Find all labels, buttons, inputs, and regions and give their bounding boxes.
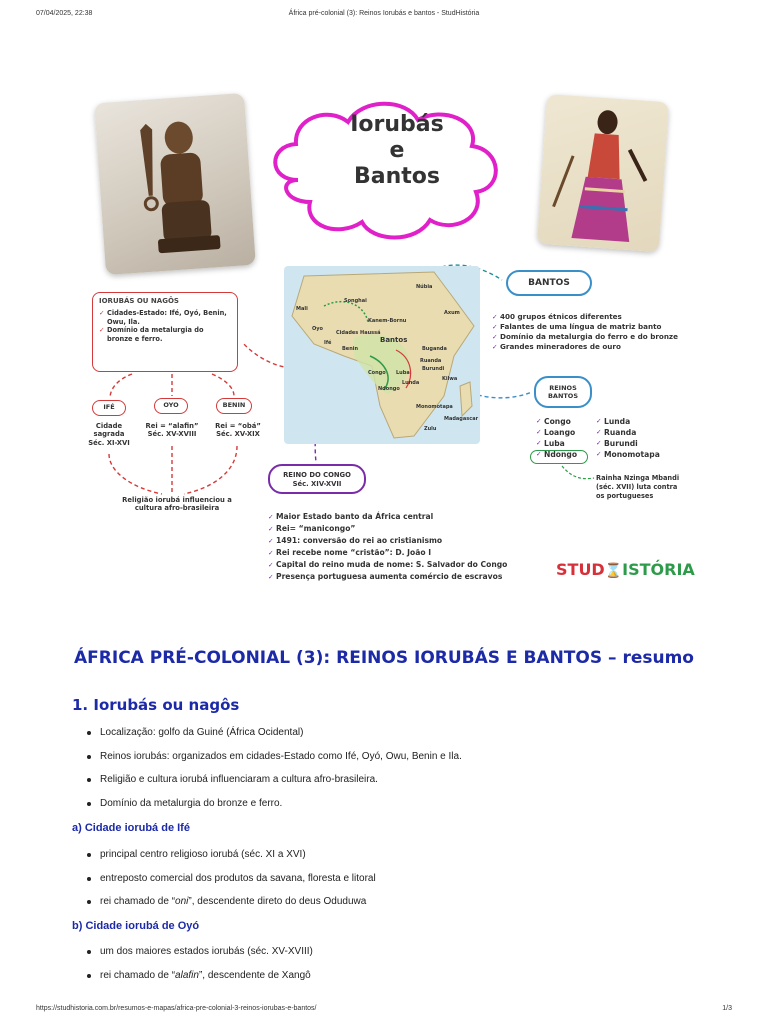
reinos-badge-line: REINOS: [549, 384, 577, 392]
iorubas-box-item: ✓ Cidades-Estado: Ifé, Oyó, Benin, Owu, Ila.: [99, 309, 231, 326]
bantos-item: ✓ Falantes de uma língua de matriz banto: [492, 322, 692, 332]
map-label-axum: Axum: [444, 310, 460, 316]
list-item: Religião e cultura iorubá influenciaram a cultura afro-brasileira.: [100, 773, 462, 797]
logo-part-stud: STUD: [556, 560, 605, 579]
studhistoria-logo: [556, 556, 695, 584]
kingdom-item: ✓ Ruanda: [596, 427, 676, 438]
benin-bronze-statue-photo: [94, 93, 256, 275]
bantos-item: ✓ Grandes mineradores de ouro: [492, 342, 692, 352]
kingdom-item: ✓ Luba: [536, 438, 596, 449]
ndongo-highlight-ring: [530, 450, 588, 464]
cloud-title: [297, 112, 497, 190]
kingdom-item: ✓ Ndongo: [536, 449, 596, 460]
congo-list: [268, 511, 528, 583]
list-item: [100, 895, 376, 919]
bantos-item: ✓ 400 grupos étnicos diferentes: [492, 312, 692, 322]
oyo-list: [100, 945, 313, 992]
mind-map-infographic: [72, 84, 696, 604]
ife-list: [100, 848, 376, 919]
congo-badge-line: REINO DO CONGO: [283, 471, 351, 479]
reino-congo-badge: [268, 464, 366, 494]
kingdom-item: ✓ Monomotapa: [596, 449, 676, 460]
print-page-title: África pré-colonial (3): Reinos Iorubás e bantos - StudHistória: [288, 10, 480, 17]
map-label-madagascar: Madagascar: [444, 416, 479, 422]
ife-caption-line: Séc. XI-XVI: [88, 438, 130, 447]
congo-item: ✓ Rei recebe nome “cristão”: D. João I: [268, 547, 528, 559]
kingdom-item: ✓ Loango: [536, 427, 596, 438]
map-label-buganda: Buganda: [422, 346, 447, 352]
print-datetime: 07/04/2025, 22:38: [36, 10, 93, 17]
kingdom-item: ✓ Burundi: [596, 438, 676, 449]
bantos-list: [492, 312, 692, 352]
oyo-caption-line: Séc. XV-XVIII: [147, 430, 197, 439]
iorubas-box: [92, 292, 238, 372]
map-label-kilwa: Kilwa: [442, 376, 458, 382]
map-label-ife: Ifé: [324, 340, 332, 346]
map-label-nubia: Núbia: [416, 284, 433, 290]
nzinga-caption-line: os portugueses: [596, 492, 654, 500]
religion-caption-line: Religião iorubá influenciou a: [122, 496, 232, 504]
emphasized-term: alafin: [175, 969, 199, 981]
text-part: rei chamado de “: [100, 969, 176, 981]
list-item: [100, 969, 313, 993]
map-label-kanem: Kanem-Bornu: [368, 318, 407, 324]
list-item: Domínio da metalurgia do bronze e ferro.: [100, 797, 462, 821]
congo-item: ✓ Maior Estado banto da África central: [268, 511, 528, 523]
statue-icon: [94, 93, 256, 275]
congo-item: ✓ 1491: conversão do rei ao cristianismo: [268, 535, 528, 547]
section-iorubas-list: [100, 726, 462, 820]
benin-caption: [208, 422, 268, 439]
list-item: Reinos iorubás: organizados em cidades-Estado como Ifé, Oyó, Owu, Benin e Ila.: [100, 750, 462, 774]
nzinga-caption-line: (séc. XVII) luta contra: [596, 483, 678, 491]
ife-caption: [78, 422, 140, 447]
subheading-oyo: b) Cidade iorubá de Oyó: [72, 920, 200, 932]
arrow-ndongo-to-nzinga: [562, 466, 594, 479]
map-label-benin: Benin: [342, 346, 359, 352]
list-item: um dos maiores estados iorubás (séc. XV-XVIII): [100, 945, 313, 969]
congo-item: ✓ Presença portuguesa aumenta comércio de escravos: [268, 571, 528, 583]
congo-item: ✓ Rei= “manicongo”: [268, 523, 528, 535]
iorubas-box-list: [99, 309, 231, 343]
religion-caption: [102, 496, 252, 513]
list-item: principal centro religioso iorubá (séc. XI a XVI): [100, 848, 376, 872]
print-page-number: 1/3: [722, 1005, 732, 1012]
cloud-title-line3: Bantos: [353, 164, 440, 189]
map-label-songhai: Songhai: [344, 298, 367, 304]
reinos-badge-line: BANTOS: [547, 392, 579, 400]
iorubas-box-item: ✓ Domínio da metalurgia do bronze e ferro.: [99, 326, 231, 343]
map-label-haussa: Cidades Haussá: [336, 330, 381, 336]
queen-nzinga-illustration: [537, 94, 669, 252]
queen-figure-icon: [537, 94, 669, 252]
map-label-mali: Mali: [296, 306, 308, 312]
article-title: ÁFRICA PRÉ-COLONIAL (3): REINOS IORUBÁS E BANTOS – resumo: [74, 648, 694, 668]
religion-caption-line: cultura afro-brasileira: [134, 504, 220, 513]
city-pill-benin: BENIN: [216, 398, 252, 414]
arrow-iorubas-to-benin: [212, 374, 234, 396]
city-pill-ife: IFÉ: [92, 400, 126, 416]
cloud-title-line1: Iorubás: [350, 112, 444, 137]
cloud-title-line2: e: [389, 138, 405, 163]
map-label-burundi: Burundi: [422, 366, 445, 372]
africa-map: [284, 266, 480, 444]
logo-part-historia: ISTÓRIA: [622, 560, 695, 579]
benin-caption-line: Séc. XV-XIX: [216, 430, 260, 439]
map-label-oyo: Oyo: [312, 326, 323, 332]
congo-item: ✓ Capital do reino muda de nome: S. Salvador do Congo: [268, 559, 528, 571]
arrow-benin-down: [184, 446, 237, 494]
subheading-ife: a) Cidade iorubá de Ifé: [72, 822, 190, 834]
map-label-bantos: Bantos: [380, 336, 408, 344]
arrow-iorubas-to-ife: [110, 374, 132, 398]
nzinga-caption-line: Rainha Nzinga Mbandi: [596, 474, 680, 482]
text-part: rei chamado de “: [100, 896, 176, 907]
print-url: https://studhistoria.com.br/resumos-e-mapas/africa-pre-colonial-3-reinos-iorubas-e-bantos/: [36, 1005, 317, 1012]
city-pill-oyo: OYO: [154, 398, 188, 414]
map-label-monomotapa: Monomotapa: [416, 404, 453, 410]
bantos-item: ✓ Domínio da metalurgia do ferro e do bronze: [492, 332, 692, 342]
map-label-ruanda: Ruanda: [420, 358, 442, 364]
list-item: entreposto comercial dos produtos da savana, floresta e litoral: [100, 872, 376, 896]
emphasized-term: oni: [175, 896, 189, 907]
list-item: Localização: golfo da Guiné (África Ocidental): [100, 726, 462, 750]
map-label-luba: Luba: [396, 370, 410, 376]
kingdom-item: ✓ Congo: [536, 416, 596, 427]
ife-caption-line: sagrada: [93, 430, 125, 439]
bantos-badge: BANTOS: [506, 270, 592, 296]
ife-caption-line: Cidade: [95, 422, 123, 430]
nzinga-caption: [596, 474, 696, 501]
hourglass-icon: ⌛: [604, 563, 623, 579]
text-part: ”, descendente de Xangô: [198, 969, 311, 981]
map-label-congo: Congo: [368, 370, 386, 376]
benin-caption-line: Rei = “obá”: [215, 422, 261, 430]
text-part: ”, descendente direto do deus Oduduwa: [188, 896, 367, 907]
reinos-bantos-badge: [534, 376, 592, 408]
kingdoms-list-right: [596, 416, 676, 460]
oyo-caption: [138, 422, 206, 439]
iorubas-box-title: IORUBÁS OU NAGÔS: [99, 297, 179, 305]
arrow-ife-down: [109, 454, 162, 494]
oyo-caption-line: Rei = “alafin”: [145, 422, 199, 430]
congo-badge-line: Séc. XIV-XVII: [292, 480, 342, 488]
map-label-zulu: Zulu: [424, 426, 437, 432]
kingdom-item: ✓ Lunda: [596, 416, 676, 427]
map-label-lunda: Lunda: [402, 380, 420, 386]
map-label-ndongo: Ndongo: [378, 386, 400, 392]
print-header: [0, 10, 768, 24]
section-heading-iorubas: 1. Iorubás ou nagôs: [72, 696, 240, 714]
